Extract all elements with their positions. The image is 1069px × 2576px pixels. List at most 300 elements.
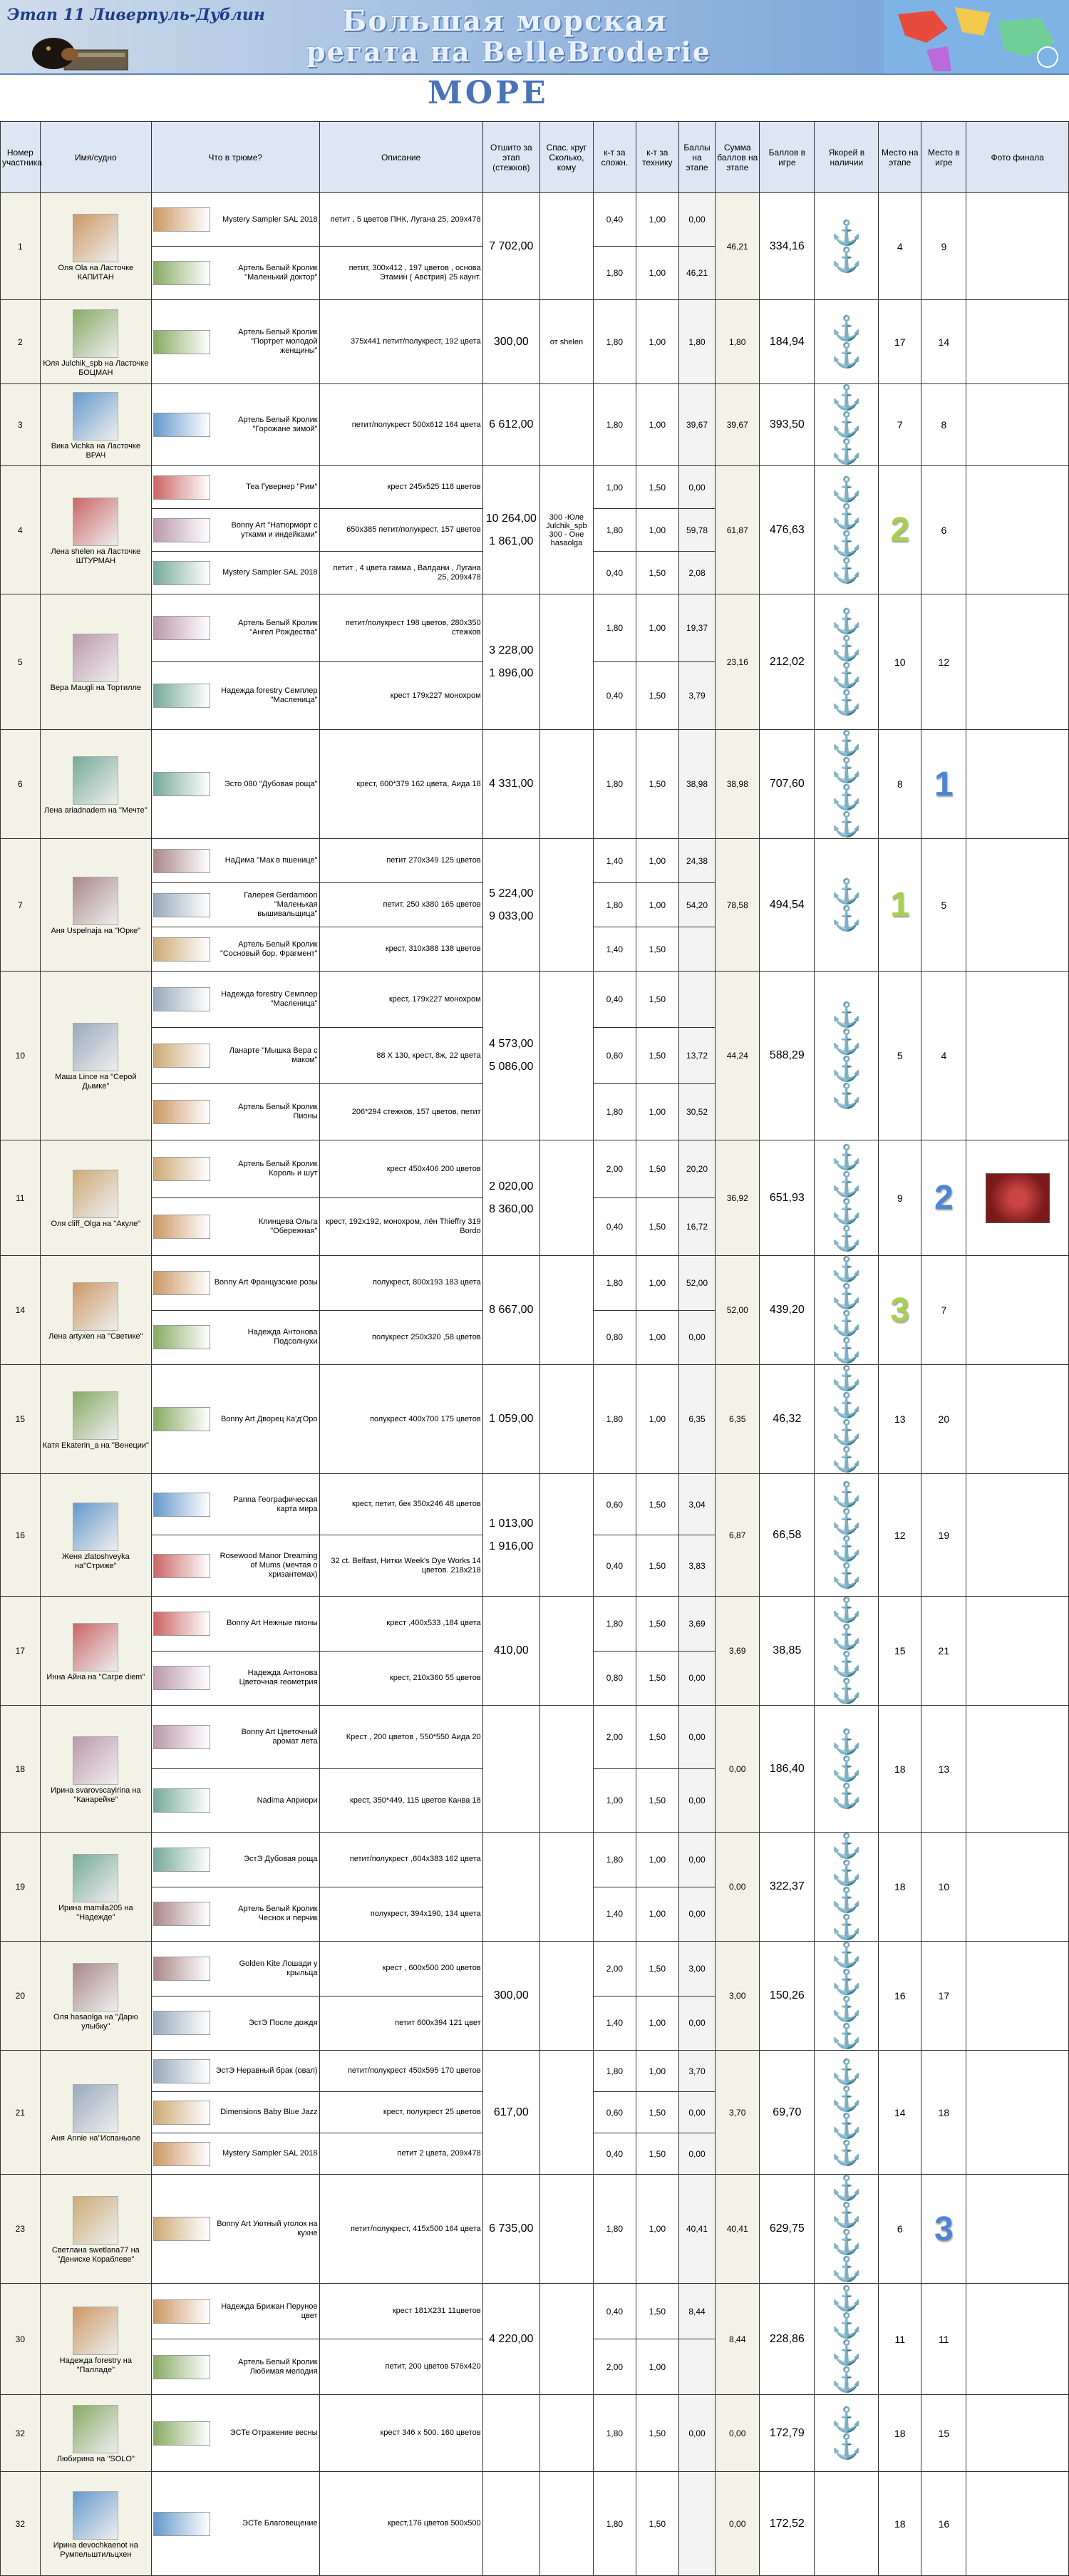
final-photo-cell	[966, 2472, 1069, 2576]
participant-number: 16	[1, 1474, 41, 1597]
cargo-item	[153, 1666, 318, 1690]
difficulty-coef: 1,80	[593, 509, 636, 552]
cargo-item	[153, 1044, 318, 1068]
cargo-description: 375х441 петит/полукрест, 192 цвета	[319, 300, 482, 384]
stage-points	[678, 2339, 715, 2395]
place-game-cell	[921, 2395, 966, 2472]
technique-coef: 1,50	[636, 1769, 678, 1833]
anchor-icon: ⚓	[831, 1996, 862, 2023]
anchor-icon: ⚓	[831, 2433, 862, 2461]
stitches-value: 300,00	[493, 335, 529, 348]
lifebuoy-cell	[539, 2175, 593, 2284]
difficulty-coef: 1,80	[593, 1597, 636, 1652]
participant-number: 10	[1, 972, 41, 1140]
difficulty-coef: 1,80	[593, 2395, 636, 2472]
avatar	[73, 214, 118, 262]
technique-coef: 1,50	[636, 2092, 678, 2133]
stitches-cell	[482, 594, 539, 730]
participant-cell	[40, 1706, 151, 1833]
dog-on-chest-image	[29, 29, 128, 71]
cargo-thumbnail	[153, 2142, 210, 2166]
stage-sum: 8,44	[716, 2284, 760, 2395]
participant-name: Аня Annie на"Испаньоле	[51, 2134, 141, 2143]
anchor-icon: ⚓	[831, 1143, 862, 1171]
place-stage: 10	[894, 656, 906, 668]
cargo-title: Mystery Sampler SAL 2018	[222, 2149, 318, 2158]
anchor-icon: ⚓	[831, 730, 862, 757]
stitches-value: 10 264,00	[485, 512, 537, 525]
cargo-description: крест 346 х 500. 160 цветов	[319, 2395, 482, 2472]
cargo-thumbnail	[153, 2299, 210, 2324]
place-game-cell	[921, 2051, 966, 2175]
place-game: 7	[941, 1304, 947, 1316]
cargo-thumbnail	[153, 561, 210, 585]
anchor-icon: ⚓	[831, 1001, 862, 1029]
participant-number: 19	[1, 1833, 41, 1942]
participant-row	[1, 2472, 1069, 2576]
cargo-description: Крест , 200 цветов , 550*550 Аида 20	[319, 1706, 482, 1769]
technique-coef: 1,50	[636, 927, 678, 972]
cargo-thumbnail	[153, 1100, 210, 1124]
participant-row	[1, 300, 1069, 384]
cargo-description: крест, 350*449, 115 цветов Канва 18	[319, 1769, 482, 1833]
participant-name: Инна Айна на "Carpe diem"	[46, 1672, 145, 1681]
stage-sum: 6,35	[716, 1365, 760, 1474]
cargo-description: крест , 600х500 200 цветов	[319, 1942, 482, 1997]
cargo-description: 32 ct. Belfast, Нитки Week's Dye Works 14 цветов. 218х218	[319, 1535, 482, 1597]
participant-name: Оля Ola на Ласточке КАПИТАН	[58, 263, 134, 282]
anchors-cell	[815, 2175, 879, 2284]
participant-cell	[40, 300, 151, 384]
anchor-icon: ⚓	[831, 1755, 862, 1783]
place-game: 15	[938, 2427, 950, 2439]
place-game: 16	[938, 2518, 950, 2530]
final-photo-cell	[966, 1474, 1069, 1597]
participant-row	[1, 839, 1069, 883]
place-game-cell	[921, 300, 966, 384]
avatar	[73, 2491, 118, 2540]
cargo-cell	[151, 730, 319, 839]
participant-number: 21	[1, 2051, 41, 2175]
cargo-cell	[151, 1887, 319, 1942]
difficulty-coef: 2,00	[593, 1140, 636, 1198]
participant-number: 23	[1, 2175, 41, 2284]
anchor-icon: ⚓	[831, 1446, 862, 1473]
cargo-description: полукрест, 394х190, 134 цвета	[319, 1887, 482, 1942]
anchors-cell	[815, 1706, 879, 1833]
cargo-item	[153, 772, 318, 796]
place-stage-cell	[879, 839, 921, 972]
technique-coef: 1,50	[636, 1651, 678, 1706]
column-header: Баллы на этапе	[678, 122, 715, 193]
cargo-title: Bonny Art Нежные пионы	[227, 1619, 318, 1628]
cargo-description: петит/полукрест 500х612 164 цвета	[319, 384, 482, 466]
game-total: 494,54	[760, 839, 815, 972]
banner	[0, 0, 1069, 75]
anchor-icon: ⚓	[831, 2058, 862, 2086]
anchors-cell	[815, 1833, 879, 1942]
stitches-value: 5 224,00	[489, 887, 534, 900]
cargo-description: петит , 4 цвета гамма , Валдани , Лугана 25, 209х478	[319, 552, 482, 594]
stitches-value: 617,00	[493, 2106, 529, 2118]
stage-sum: 36,92	[716, 1140, 760, 1256]
world-map-image	[884, 0, 1069, 75]
anchors-cell	[815, 384, 879, 466]
participant-cell	[40, 193, 151, 300]
cargo-title: Mystery Sampler SAL 2018	[222, 568, 318, 577]
technique-coef: 1,50	[636, 1597, 678, 1652]
anchors-cell	[815, 1942, 879, 2051]
difficulty-coef: 0,80	[593, 1310, 636, 1365]
anchor-icon: ⚓	[831, 384, 862, 411]
cargo-cell	[151, 552, 319, 594]
cargo-title: Nadima Априори	[257, 1796, 318, 1805]
cargo-title: Надежда Антонова Подсолнухи	[247, 1328, 318, 1346]
stage-points: 0,00	[678, 1310, 715, 1365]
place-stage-cell	[879, 2051, 921, 2175]
cargo-cell	[151, 2051, 319, 2092]
final-photo	[986, 1173, 1050, 1223]
stitches-value: 6 612,00	[489, 418, 534, 431]
stage-points: 38,98	[678, 730, 715, 839]
cargo-description: 206*294 стежков, 157 цветов, петит	[319, 1084, 482, 1140]
cargo-title: Артель Белый Кролик Чеснок и перчик	[238, 1905, 318, 1923]
cargo-title: Артель Белый Кролик "Сосновый бор. Фрагмент"	[220, 939, 318, 958]
cargo-item	[153, 2059, 318, 2083]
cargo-description: крест, полукрест 25 цветов	[319, 2092, 482, 2133]
technique-coef: 1,50	[636, 1474, 678, 1535]
game-total: 69,70	[760, 2051, 815, 2175]
stage-sum: 23,16	[716, 594, 760, 730]
anchor-icon: ⚓	[831, 1365, 862, 1392]
participant-cell	[40, 384, 151, 466]
anchor-icon: ⚓	[831, 1392, 862, 1419]
anchor-icon: ⚓	[831, 1225, 862, 1252]
stage-sum: 3,00	[716, 1942, 760, 2051]
stage-sum: 1,80	[716, 300, 760, 384]
anchor-icon: ⚓	[831, 2085, 862, 2113]
difficulty-coef: 0,60	[593, 2092, 636, 2133]
participant-row	[1, 2051, 1069, 2092]
cargo-item	[153, 2142, 318, 2166]
cargo-thumbnail	[153, 2512, 210, 2536]
place-stage: 18	[894, 1763, 906, 1775]
participant-cell	[40, 730, 151, 839]
difficulty-coef: 1,40	[593, 1996, 636, 2051]
stage-points: 39,67	[678, 384, 715, 466]
cargo-thumbnail	[153, 1325, 210, 1349]
stage-points: 20,20	[678, 1140, 715, 1198]
stage-points: 40,41	[678, 2175, 715, 2284]
anchor-icon: ⚓	[831, 1728, 862, 1756]
regatta-table	[0, 121, 1069, 2576]
cargo-cell	[151, 2092, 319, 2133]
cargo-description: петит 2 цвета, 209х478	[319, 2133, 482, 2175]
cargo-cell	[151, 247, 319, 300]
cargo-item	[153, 1612, 318, 1636]
technique-coef: 1,00	[636, 384, 678, 466]
cargo-description: крест, 192х192, монохром, лён Thieffry 319 Bordo	[319, 1198, 482, 1256]
cargo-description: петит/полукрест ,604х383 162 цвета	[319, 1833, 482, 1887]
difficulty-coef: 2,00	[593, 1706, 636, 1769]
final-photo-cell	[966, 2051, 1069, 2175]
place-game-cell	[921, 384, 966, 466]
column-header: Отшито за этап (стежков)	[482, 122, 539, 193]
cargo-item	[153, 2011, 318, 2035]
stitches-value: 4 220,00	[489, 2332, 534, 2345]
participant-cell	[40, 1140, 151, 1256]
lifebuoy-cell	[539, 2051, 593, 2175]
game-total: 228,86	[760, 2284, 815, 2395]
place-game-cell	[921, 466, 966, 594]
participant-name: Ирина svarovscayirina на "Канарейке"	[51, 1786, 141, 1804]
column-header: Имя/судно	[40, 122, 151, 193]
final-photo-cell	[966, 972, 1069, 1140]
place-stage-cell	[879, 193, 921, 300]
stitches-value: 8 667,00	[489, 1304, 534, 1316]
place-stage: 18	[894, 2427, 906, 2439]
cargo-item	[153, 2299, 318, 2324]
cargo-thumbnail	[153, 261, 210, 285]
cargo-item	[153, 475, 318, 500]
cargo-description: петит, 200 цветов 576х420	[319, 2339, 482, 2395]
avatar	[73, 2084, 118, 2133]
cargo-description: петит/полукрест 198 цветов, 280х350 стежков	[319, 594, 482, 662]
anchor-icon: ⚓	[831, 784, 862, 811]
cargo-item	[153, 1552, 318, 1580]
stage-title: Этап 11 Ливерпуль-Дублин	[7, 6, 265, 24]
cargo-thumbnail	[153, 2101, 210, 2125]
cargo-title: Артель Белый Кролик Король и шут	[238, 1160, 318, 1178]
anchor-icon: ⚓	[831, 2339, 862, 2366]
cargo-thumbnail	[153, 1044, 210, 1068]
cargo-cell	[151, 1256, 319, 1311]
final-photo-cell	[966, 2395, 1069, 2472]
technique-coef: 1,50	[636, 1198, 678, 1256]
cargo-thumbnail	[153, 1788, 210, 1813]
anchor-icon: ⚓	[831, 411, 862, 438]
stage-points: 54,20	[678, 883, 715, 927]
place-stage-cell	[879, 1833, 921, 1942]
cargo-item	[153, 1100, 318, 1124]
place-game: 5	[941, 899, 947, 911]
cargo-cell	[151, 662, 319, 730]
stitches-value: 1 013,00	[489, 1517, 534, 1530]
avatar	[73, 392, 118, 441]
stitches-cell	[482, 730, 539, 839]
cargo-cell	[151, 927, 319, 972]
cargo-item	[153, 518, 318, 542]
lifebuoy-cell: от shelen	[539, 300, 593, 384]
anchor-icon: ⚓	[831, 438, 862, 465]
game-total: 393,50	[760, 384, 815, 466]
difficulty-coef: 1,80	[593, 2051, 636, 2092]
avatar	[73, 1854, 118, 1902]
stitches-value: 300,00	[493, 1989, 529, 2001]
participant-row	[1, 466, 1069, 509]
participant-number: 5	[1, 594, 41, 730]
difficulty-coef: 1,80	[593, 1365, 636, 1474]
game-total: 707,60	[760, 730, 815, 839]
stage-sum: 0,00	[716, 1706, 760, 1833]
cargo-description: полукрест 250х320 ,58 цветов	[319, 1310, 482, 1365]
cargo-cell	[151, 2133, 319, 2175]
cargo-description: петит 600х394 121 цвет	[319, 1996, 482, 2051]
anchor-icon: ⚓	[831, 1508, 862, 1535]
cargo-cell	[151, 1651, 319, 1706]
stage-points: 0,00	[678, 2133, 715, 2175]
cargo-title: Bonny Art Французские розы	[214, 1278, 318, 1287]
cargo-thumbnail	[153, 1407, 210, 1431]
place-game: 20	[938, 1413, 950, 1425]
participant-row	[1, 1942, 1069, 1997]
cargo-title: Golden Kite Лошади у крыльца	[239, 1959, 318, 1977]
cargo-description: полукрест, 800х193 183 цвета	[319, 1256, 482, 1311]
cargo-title: Rosewood Manor Dreaming of Mums (мечтая о хризантемах)	[220, 1552, 318, 1579]
place-game-cell	[921, 1942, 966, 2051]
technique-coef: 1,00	[636, 193, 678, 247]
stitches-cell	[482, 1140, 539, 1256]
stitches-cell	[482, 1474, 539, 1597]
anchor-icon: ⚓	[831, 1678, 862, 1705]
place-game: 3	[934, 2210, 954, 2248]
final-photo-cell	[966, 466, 1069, 594]
cargo-title: ЭстЭ После дождя	[248, 2018, 318, 2027]
stage-points: 0,00	[678, 2092, 715, 2133]
cargo-description: крест 179х227 монохром	[319, 662, 482, 730]
technique-coef: 1,00	[636, 1833, 678, 1887]
cargo-item	[153, 1157, 318, 1181]
stitches-cell	[482, 2284, 539, 2395]
avatar	[73, 309, 118, 358]
stage-points: 0,00	[678, 1887, 715, 1942]
anchor-icon: ⚓	[831, 1624, 862, 1651]
anchors-cell	[815, 730, 879, 839]
avatar	[73, 756, 118, 805]
avatar	[73, 877, 118, 925]
technique-coef: 1,00	[636, 1996, 678, 2051]
stage-sum: 78,58	[716, 839, 760, 972]
anchor-icon: ⚓	[831, 2256, 862, 2283]
game-total: 66,58	[760, 1474, 815, 1597]
anchor-icon: ⚓	[831, 1597, 862, 1624]
stage-points: 3,70	[678, 2051, 715, 2092]
participant-number: 4	[1, 466, 41, 594]
place-game-cell	[921, 2284, 966, 2395]
cargo-cell	[151, 1028, 319, 1084]
cargo-item	[153, 2217, 318, 2241]
cargo-cell	[151, 1140, 319, 1198]
cargo-title: ЭстЭ Дубовая роща	[244, 1855, 318, 1864]
place-game-cell	[921, 594, 966, 730]
anchors-cell	[815, 1597, 879, 1706]
difficulty-coef: 1,80	[593, 730, 636, 839]
participant-row	[1, 594, 1069, 662]
cargo-item	[153, 1902, 318, 1926]
stitches-cell	[482, 1833, 539, 1942]
stage-points: 2,08	[678, 552, 715, 594]
place-game: 8	[941, 419, 947, 431]
place-stage-cell	[879, 1140, 921, 1256]
game-total: 476,63	[760, 466, 815, 594]
stitches-value: 4 331,00	[489, 778, 534, 790]
cargo-thumbnail	[153, 684, 210, 708]
cargo-item	[153, 1493, 318, 1517]
place-stage: 7	[897, 419, 903, 431]
cargo-item	[153, 616, 318, 640]
cargo-description: петит, 300х412 , 197 цветов , основа Этамин ( Австрия) 25 каунт.	[319, 247, 482, 300]
difficulty-coef: 1,80	[593, 247, 636, 300]
cargo-description: крест, петит, бек 350х246 48 цветов	[319, 1474, 482, 1535]
cargo-thumbnail	[153, 475, 210, 500]
anchor-icon: ⚓	[831, 1535, 862, 1562]
cargo-cell	[151, 2395, 319, 2472]
cargo-cell	[151, 839, 319, 883]
column-header: Место в игре	[921, 122, 966, 193]
place-game: 4	[941, 1050, 947, 1061]
participant-row	[1, 2284, 1069, 2339]
cargo-thumbnail	[153, 1554, 210, 1578]
lifebuoy-cell	[539, 2284, 593, 2395]
place-game-cell	[921, 1597, 966, 1706]
technique-coef: 1,00	[636, 247, 678, 300]
place-stage-cell	[879, 2284, 921, 2395]
place-stage: 18	[894, 1881, 906, 1892]
difficulty-coef: 1,80	[593, 2175, 636, 2284]
cargo-thumbnail	[153, 1271, 210, 1295]
participant-row	[1, 1140, 1069, 1198]
final-photo-cell	[966, 1942, 1069, 2051]
place-game-cell	[921, 839, 966, 972]
difficulty-coef: 0,40	[593, 662, 636, 730]
participant-name: Ирина devochkaenot на Румпельштильцхен	[53, 2540, 138, 2559]
column-header: Якорей в наличии	[815, 122, 879, 193]
lifebuoy-cell: 300 -Юле Julchik_spb 300 - Оне hasaolga	[539, 466, 593, 594]
anchors-cell	[815, 2395, 879, 2472]
difficulty-coef: 0,40	[593, 1535, 636, 1597]
difficulty-coef: 0,40	[593, 193, 636, 247]
participant-cell	[40, 1365, 151, 1474]
cargo-cell	[151, 2339, 319, 2395]
stitches-cell	[482, 1365, 539, 1474]
stage-points: 6,35	[678, 1365, 715, 1474]
place-game: 19	[938, 1529, 950, 1541]
cargo-item	[153, 891, 318, 919]
cargo-item	[153, 207, 318, 232]
participant-name: Вера Maugli на Тортилле	[50, 684, 142, 692]
avatar	[73, 2405, 118, 2453]
participant-number: 14	[1, 1256, 41, 1365]
anchor-icon: ⚓	[831, 1419, 862, 1446]
place-stage-cell	[879, 1942, 921, 2051]
technique-coef: 1,00	[636, 1887, 678, 1942]
stage-points: 3,79	[678, 662, 715, 730]
technique-coef: 1,00	[636, 2051, 678, 2092]
place-stage: 14	[894, 2106, 906, 2118]
participant-number: 1	[1, 193, 41, 300]
stitches-cell	[482, 193, 539, 300]
cargo-cell	[151, 594, 319, 662]
participant-name: Любирина на "SOLO"	[56, 2455, 135, 2463]
anchor-icon: ⚓	[831, 1833, 862, 1860]
game-total: 172,79	[760, 2395, 815, 2472]
column-header: к-т за сложн.	[593, 122, 636, 193]
final-photo-cell	[966, 300, 1069, 384]
stage-points: 3,69	[678, 1597, 715, 1652]
cargo-cell	[151, 1833, 319, 1887]
cargo-title: Артель Белый Кролик "Маленький доктор"	[238, 264, 318, 282]
place-stage-cell	[879, 1474, 921, 1597]
